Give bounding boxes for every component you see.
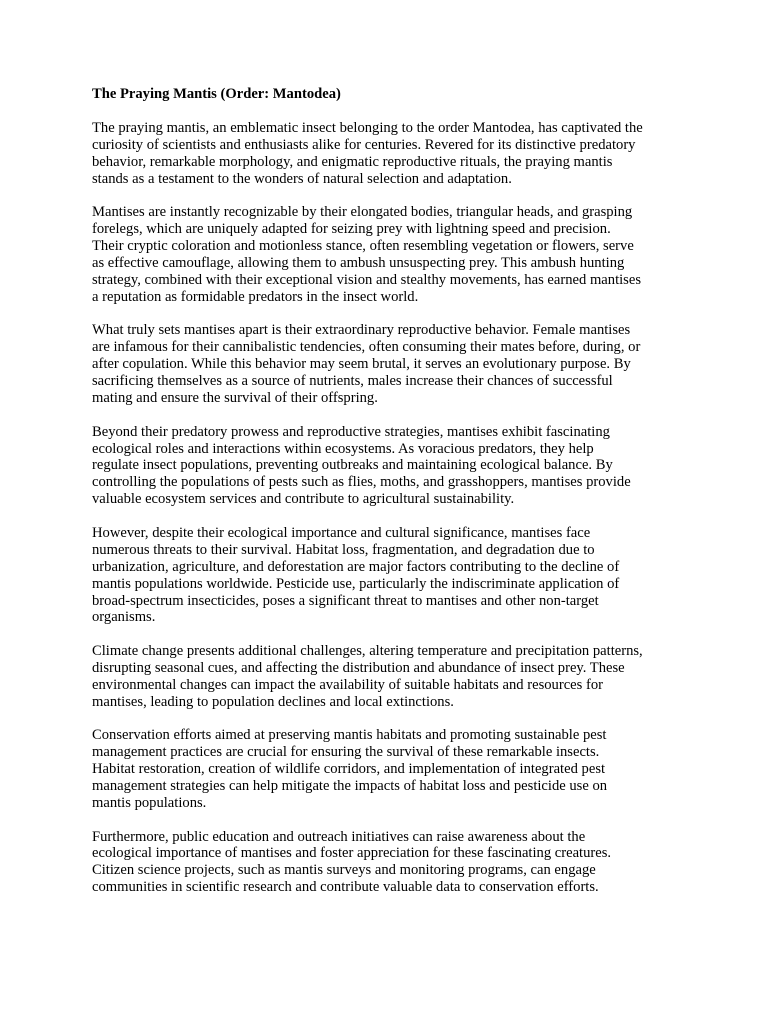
- text-line: Climate change presents additional challenges, altering temperature and precipitation patterns,: [92, 643, 643, 659]
- text-line: Habitat restoration, creation of wildlife corridors, and implementation of integrated pest: [92, 761, 606, 778]
- text-line: The praying mantis, an emblematic insect belonging to the order Mantodea, has captivated the: [92, 120, 643, 136]
- text-line: a reputation as formidable predators in the insect world.: [92, 288, 419, 305]
- paragraph-ecology: [92, 424, 692, 509]
- text-line: What truly sets mantises apart is their extraordinary reproductive behavior. Female mantises: [92, 322, 631, 339]
- text-line: mantis populations worldwide. Pesticide use, particularly the indiscriminate application of: [92, 575, 620, 592]
- text-line: Furthermore, public education and outreach initiatives can raise awareness about the: [92, 828, 586, 845]
- paragraph-education: [92, 829, 692, 897]
- paragraph-threats: [92, 525, 692, 626]
- text-line: regulate insect populations, preventing outbreaks and maintaining ecological balance. By: [92, 457, 613, 474]
- text-line: communities in scientific research and contribute valuable data to conservation efforts.: [92, 879, 599, 896]
- text-line: as effective camouflage, allowing them to ambush unsuspecting prey. This ambush hunting: [92, 255, 625, 272]
- text-line: urbanization, agriculture, and deforestation are major factors contributing to the decline of: [92, 558, 620, 575]
- paragraph-climate: [92, 643, 692, 711]
- text-line: However, despite their ecological importance and cultural significance, mantises face: [92, 524, 591, 541]
- paragraph-conservation: [92, 727, 692, 812]
- paragraph-intro: [92, 120, 692, 188]
- text-line: Citizen science projects, such as mantis surveys and monitoring programs, can engage: [92, 862, 596, 879]
- text-line: strategy, combined with their exceptional vision and stealthy movements, has earned mantises: [92, 271, 642, 288]
- paragraph-morphology: [92, 204, 692, 305]
- text-line: Beyond their predatory prowess and reproductive strategies, mantises exhibit fascinating: [92, 423, 610, 440]
- paragraph-reproduction: [92, 322, 692, 407]
- text-line: after copulation. While this behavior may seem brutal, it serves an evolutionary purpose. By: [92, 356, 631, 373]
- document-title: The Praying Mantis (Order: Mantodea): [92, 86, 341, 102]
- document-body: [92, 120, 692, 913]
- text-line: forelegs, which are uniquely adapted for seizing prey with lightning speed and precision.: [92, 221, 611, 238]
- text-line: stands as a testament to the wonders of natural selection and adaptation.: [92, 170, 512, 187]
- text-line: are infamous for their cannibalistic tendencies, often consuming their mates before, during, or: [92, 339, 641, 356]
- text-line: Mantises are instantly recognizable by their elongated bodies, triangular heads, and grasping: [92, 204, 633, 221]
- text-line: mantises, leading to population declines and local extinctions.: [92, 693, 454, 710]
- text-line: Their cryptic coloration and motionless stance, often resembling vegetation or flowers, serve: [92, 238, 634, 255]
- text-line: management practices are crucial for ensuring the survival of these remarkable insects.: [92, 744, 600, 761]
- text-line: ecological importance of mantises and foster appreciation for these fascinating creatures.: [92, 845, 612, 862]
- text-line: sacrificing themselves as a source of nutrients, males increase their chances of successful: [92, 373, 613, 390]
- text-line: numerous threats to their survival. Habitat loss, fragmentation, and degradation due to: [92, 541, 595, 558]
- text-line: management strategies can help mitigate the impacts of habitat loss and pesticide use on: [92, 778, 608, 795]
- text-line: valuable ecosystem services and contribute to agricultural sustainability.: [92, 491, 515, 508]
- text-line: mating and ensure the survival of their offspring.: [92, 390, 378, 407]
- text-line: broad-spectrum insecticides, poses a significant threat to mantises and other non-target: [92, 592, 599, 609]
- text-line: disrupting seasonal cues, and affecting the distribution and abundance of insect prey. These: [92, 659, 625, 676]
- text-line: controlling the populations of pests such as flies, moths, and grasshoppers, mantises provide: [92, 474, 631, 491]
- text-line: behavior, remarkable morphology, and enigmatic reproductive rituals, the praying mantis: [92, 153, 613, 170]
- text-line: organisms.: [92, 609, 156, 626]
- text-line: environmental changes can impact the availability of suitable habitats and resources for: [92, 676, 604, 693]
- text-line: ecological roles and interactions within ecosystems. As voracious predators, they help: [92, 440, 594, 457]
- text-line: curiosity of scientists and enthusiasts alike for centuries. Revered for its distinctive predatory: [92, 136, 636, 153]
- text-line: Conservation efforts aimed at preserving mantis habitats and promoting sustainable pest: [92, 727, 607, 744]
- text-line: mantis populations.: [92, 794, 207, 811]
